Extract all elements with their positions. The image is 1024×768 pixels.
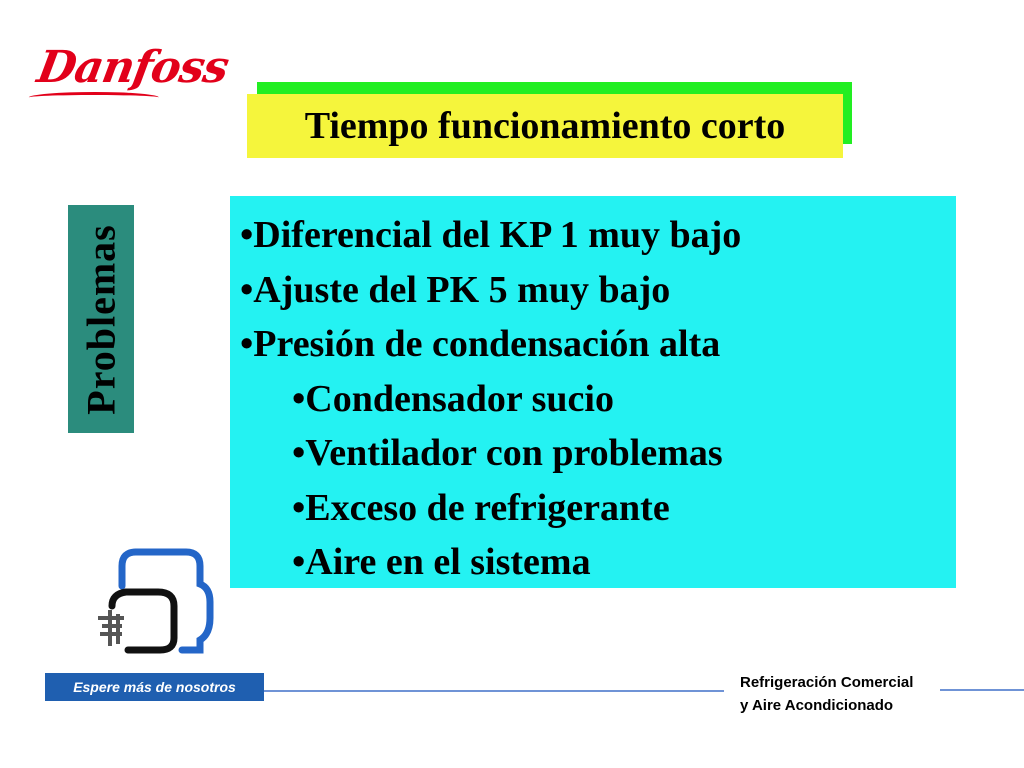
title-box (247, 94, 843, 158)
side-tab-label: Problemas (78, 223, 124, 415)
list-item: •Ventilador con problemas (292, 432, 723, 474)
problem-list (230, 196, 956, 590)
footer-line-1: Refrigeración Comercial (740, 674, 914, 691)
footer-line-2: y Aire Acondicionado (740, 697, 894, 714)
content-box (230, 196, 956, 588)
list-item: •Exceso de refrigerante (292, 486, 670, 529)
slogan-text: Espere más de nosotros (73, 679, 236, 695)
footer-rule-left (264, 690, 724, 692)
logo-swoosh (28, 92, 160, 103)
compressor-icon (96, 546, 216, 656)
side-tab (68, 205, 134, 433)
logo-text: Danfoss (33, 42, 232, 93)
list-item: •Aire en el sistema (292, 541, 591, 583)
danfoss-logo (34, 42, 232, 93)
list-item: •Condensador sucio (292, 377, 614, 420)
footer-caption (740, 671, 913, 717)
list-item: •Presión de condensación alta (240, 323, 721, 365)
slide-title: Tiempo funcionamiento corto (304, 105, 786, 147)
footer-rule-right (940, 689, 1024, 691)
list-item: •Diferencial del KP 1 muy bajo (240, 214, 742, 256)
slogan-badge (45, 673, 264, 701)
list-item: •Ajuste del PK 5 muy bajo (240, 268, 671, 311)
